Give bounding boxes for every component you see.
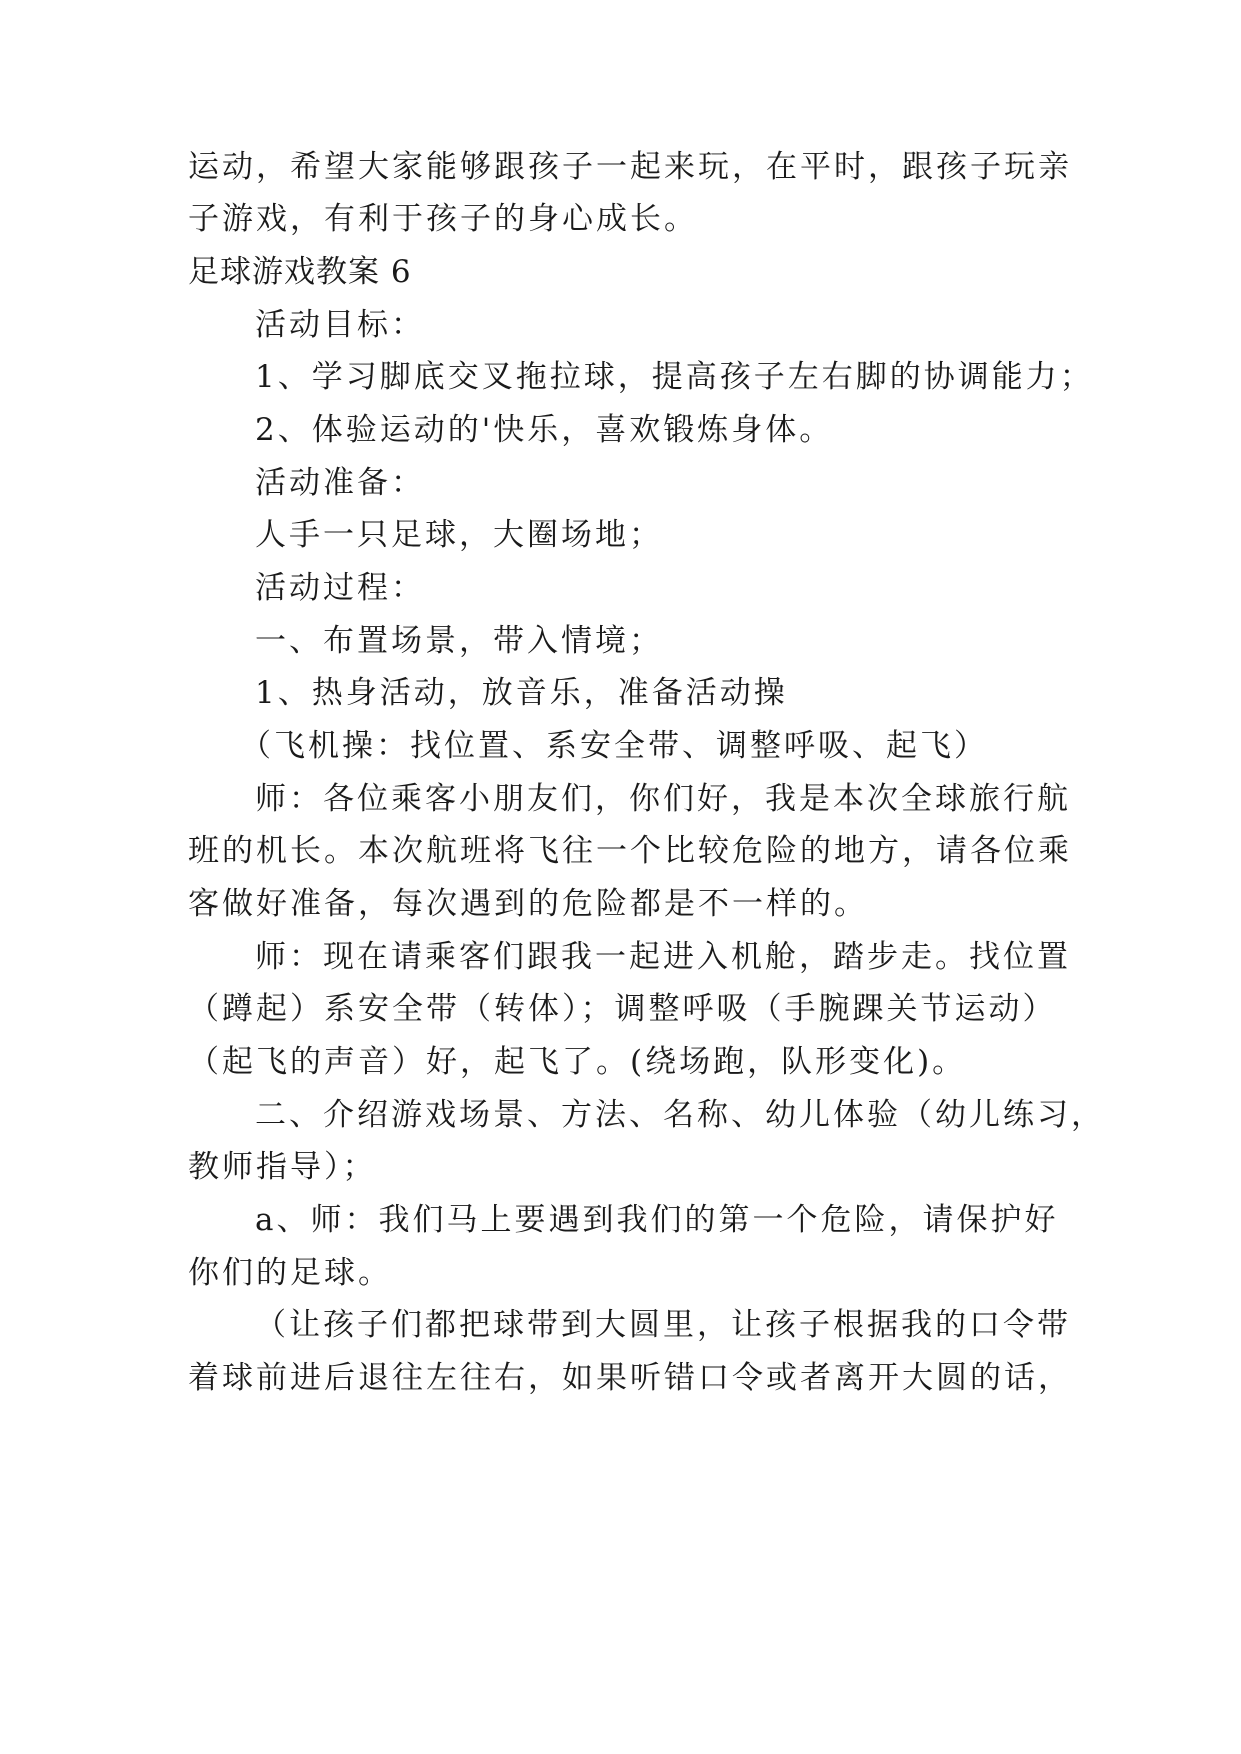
paragraph-line: （让孩子们都把球带到大圆里，让孩子根据我的口令带 [255,1307,1071,1343]
paragraph-line: （起飞的声音）好，起飞了。(绕场跑，队形变化)。 [188,1044,967,1080]
subheading: 活动准备： [255,465,425,501]
paragraph-line: 客做好准备，每次遇到的危险都是不一样的。 [188,886,868,922]
paragraph-line: 1、热身活动，放音乐，准备活动操 [255,675,788,711]
paragraph-line: 二、介绍游戏场景、方法、名称、幼儿体验（幼儿练习， [255,1097,1105,1133]
paragraph-line: （蹲起）系安全带（转体）；调整呼吸（手腕踝关节运动） [188,991,1057,1027]
paragraph-line: 运动，希望大家能够跟孩子一起来玩，在平时，跟孩子玩亲 [188,149,1072,185]
paragraph-line: （飞机操：找位置、系安全带、调整呼吸、起飞） [240,728,988,764]
paragraph-line: 2、体验运动的'快乐，喜欢锻炼身体。 [255,412,834,448]
paragraph-line: 人手一只足球，大圈场地； [255,517,663,553]
paragraph-line: 班的机长。本次航班将飞往一个比较危险的地方，请各位乘 [188,833,1072,869]
paragraph-line: 师：各位乘客小朋友们，你们好，我是本次全球旅行航 [255,781,1071,817]
section-heading: 足球游戏教案 6 [188,254,412,290]
paragraph-line: 你们的足球。 [188,1255,392,1291]
paragraph-line: a、师：我们马上要遇到我们的第一个危险，请保护好 [255,1202,1059,1238]
paragraph-line: 1、学习脚底交叉拖拉球，提高孩子左右脚的协调能力； [255,359,1094,395]
paragraph-line: 子游戏，有利于孩子的身心成长。 [188,201,698,237]
subheading: 活动过程： [255,570,425,606]
paragraph-line: 师：现在请乘客们跟我一起进入机舱，踏步走。找位置 [255,939,1071,975]
paragraph-line: 教师指导）； [188,1149,377,1185]
paragraph-line: 一、布置场景，带入情境； [255,623,663,659]
paragraph-line: 着球前进后退往左往右，如果听错口令或者离开大圆的话， [188,1360,1072,1396]
subheading: 活动目标： [255,307,425,343]
